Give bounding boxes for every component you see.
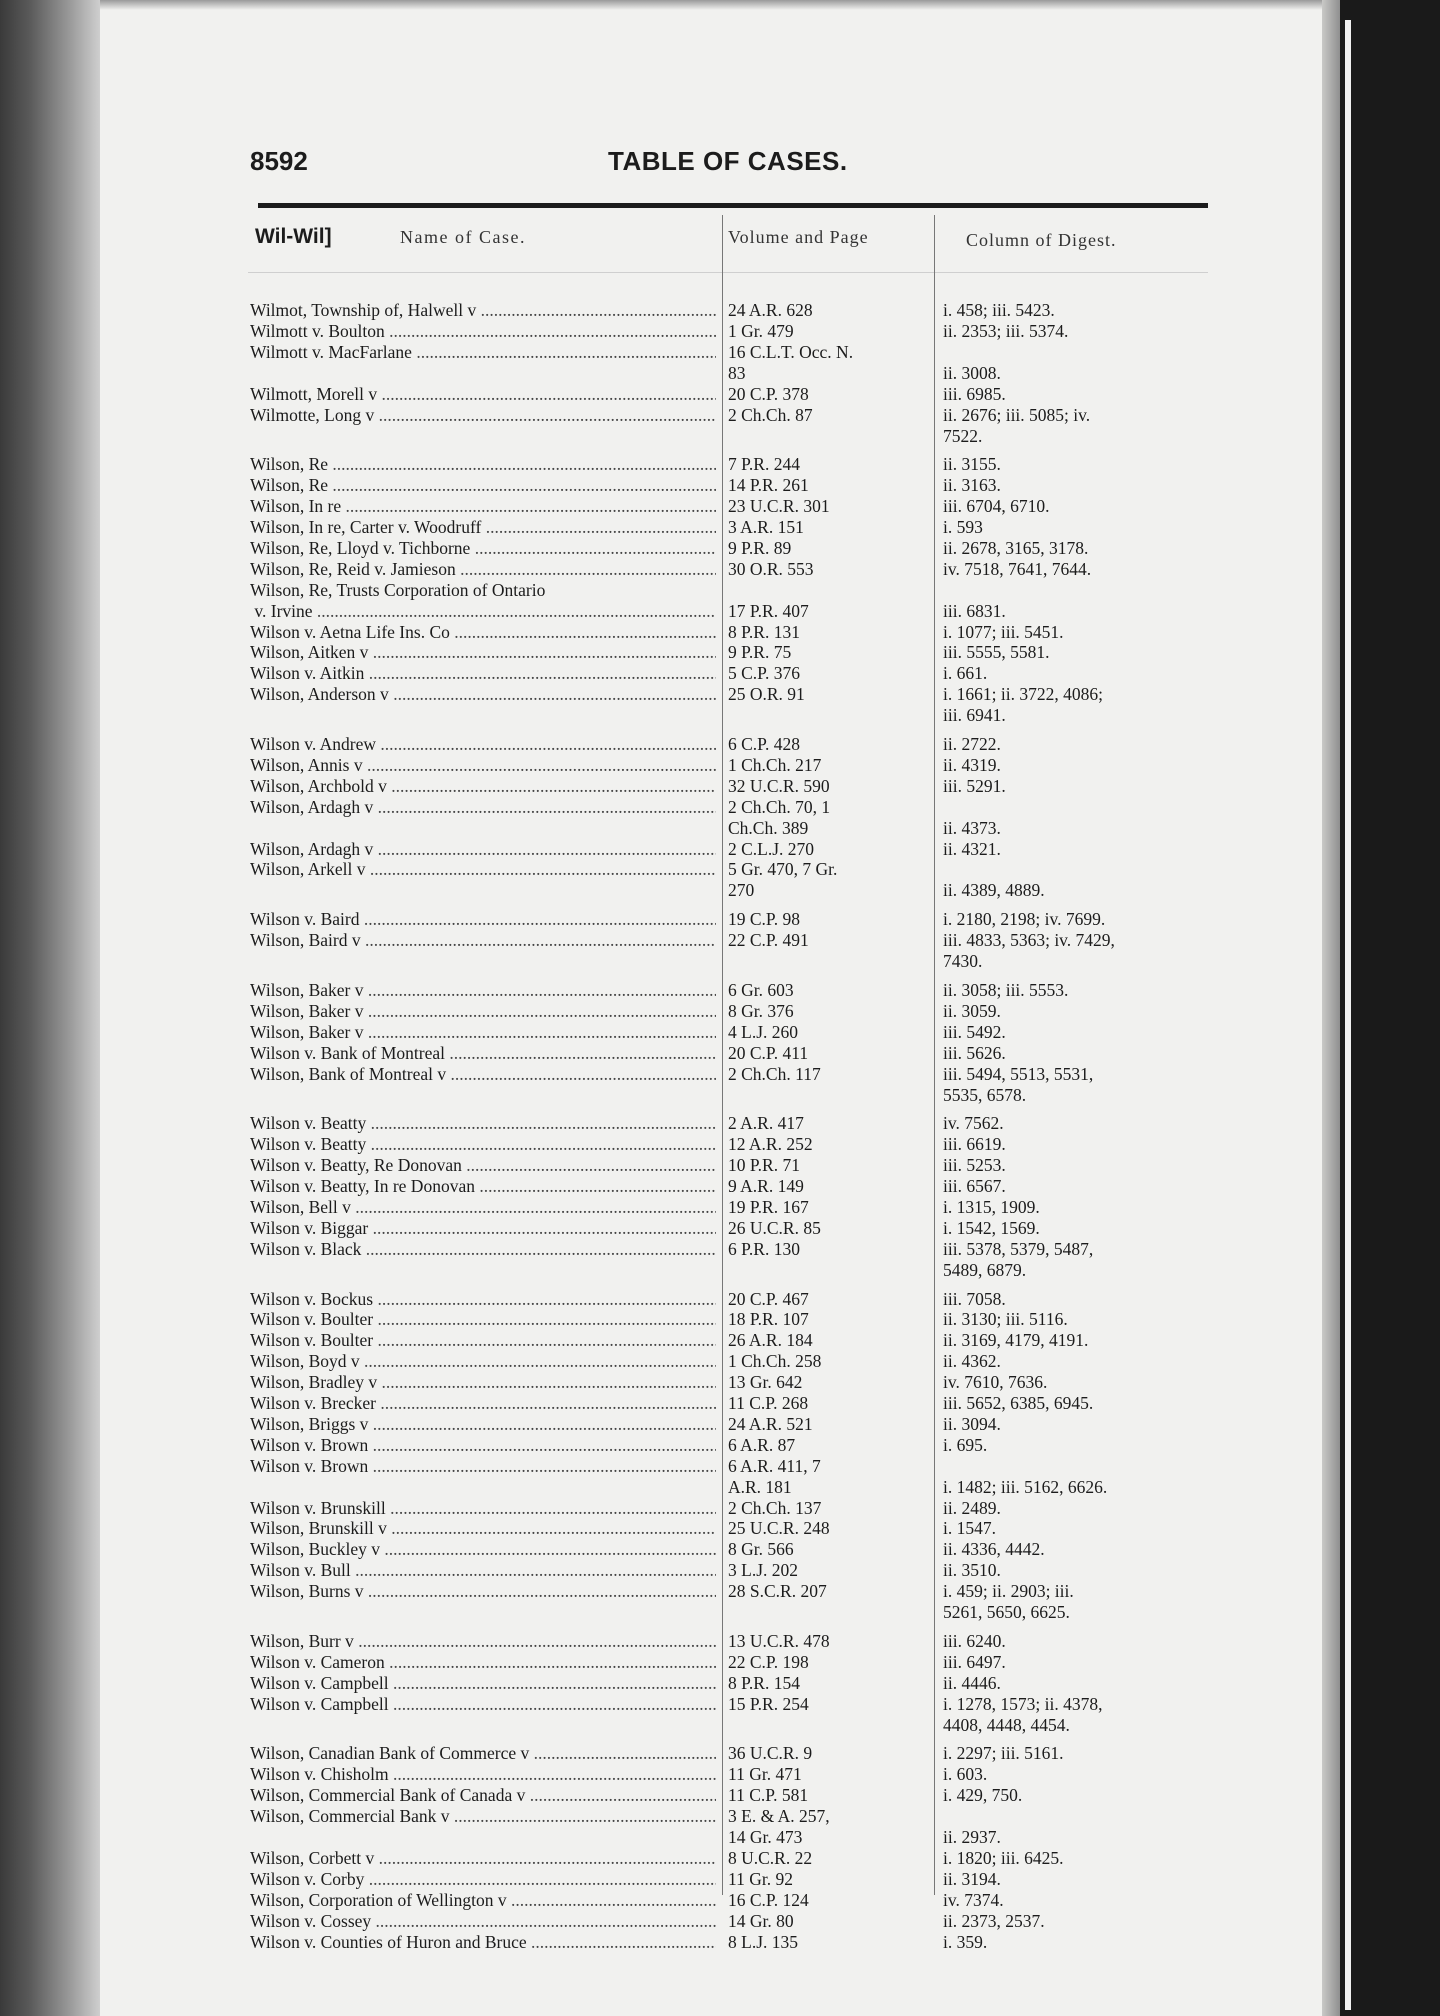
case-name: Wilson, Boyd v ..... <box>250 1351 716 1372</box>
digest-column: iii. 6704, 6710. <box>943 496 1050 517</box>
volume-page: 1 Ch.Ch. 258 <box>728 1351 822 1372</box>
column-header-rule <box>248 272 1208 273</box>
volume-page: 1 Ch.Ch. 217 <box>728 754 822 775</box>
case-name: Wilson, Bank of Montreal v ..... <box>250 1064 716 1085</box>
case-name: Wilson v. Chisholm ..... <box>250 1764 716 1785</box>
digest-column: ii. 4319. <box>943 754 1001 775</box>
case-name: Wilson, Anderson v ..... <box>250 684 716 705</box>
case-name: Wilmot, Township of, Halwell v ..... <box>250 300 716 321</box>
case-name: Wilson v. Beatty ..... <box>250 1113 716 1134</box>
volume-page: 14 P.R. 261 <box>728 475 809 496</box>
volume-page: 7 P.R. 244 <box>728 454 800 475</box>
volume-page: 8 Gr. 566 <box>728 1539 794 1560</box>
case-name: Wilson, Commercial Bank of Canada v ..... <box>250 1785 716 1806</box>
case-name: Wilson, Brunskill v ..... <box>250 1518 716 1539</box>
column-header-name: Name of Case. <box>400 227 526 247</box>
volume-page: 20 C.P. 411 <box>728 1042 809 1063</box>
case-name: Wilson, Re ..... <box>250 454 716 475</box>
digest-column: ii. 4321. <box>943 838 1001 859</box>
volume-page: 15 P.R. 254 <box>728 1693 809 1714</box>
case-name: Wilson, Bradley v ..... <box>250 1372 716 1393</box>
volume-page: 2 Ch.Ch. 87 <box>728 404 813 425</box>
digest-column: ii. 2489. <box>943 1497 1001 1518</box>
volume-page: 9 P.R. 89 <box>728 537 792 558</box>
case-name: Wilson, Briggs v ..... <box>250 1414 716 1435</box>
digest-column: ii. 3163. <box>943 475 1001 496</box>
digest-column: iii. 6240. <box>943 1630 1006 1651</box>
case-name: Wilson, Arkell v ..... <box>250 859 716 880</box>
digest-column: iii. 5494, 5513, 5531, 5535, 6578. <box>943 1063 1094 1105</box>
digest-column: iv. 7562. <box>943 1113 1004 1134</box>
case-name: Wilson, Re, Reid v. Jamieson ..... <box>250 559 716 580</box>
volume-page: 3 L.J. 202 <box>728 1560 798 1581</box>
volume-page: 19 P.R. 167 <box>728 1196 809 1217</box>
volume-page: 6 Gr. 603 <box>728 979 794 1000</box>
digest-column: i. 429, 750. <box>943 1785 1023 1806</box>
case-name: Wilson, In re ..... <box>250 496 716 517</box>
digest-column: i. 1077; iii. 5451. <box>943 621 1064 642</box>
digest-column: iv. 7374. <box>943 1889 1004 1910</box>
case-name: Wilson v. Brown ..... <box>250 1435 716 1456</box>
volume-page: 32 U.C.R. 590 <box>728 775 830 796</box>
digest-column: ii. 4389, 4889. <box>943 880 1045 901</box>
case-name: Wilson, Burr v ..... <box>250 1631 716 1652</box>
digest-column: iii. 5626. <box>943 1042 1006 1063</box>
digest-column: iv. 7610, 7636. <box>943 1372 1048 1393</box>
case-name: Wilson v. Cameron ..... <box>250 1652 716 1673</box>
page-top-shadow <box>100 0 1340 10</box>
page-edge-right <box>1322 0 1340 2016</box>
volume-page: 3 E. & A. 257, 14 Gr. 473 <box>728 1806 830 1848</box>
digest-column: i. 2297; iii. 5161. <box>943 1743 1064 1764</box>
running-title: TABLE OF CASES. <box>608 146 848 176</box>
volume-page: 26 U.C.R. 85 <box>728 1217 821 1238</box>
case-name: Wilson, Burns v ..... <box>250 1581 716 1602</box>
digest-column: ii. 3194. <box>943 1868 1001 1889</box>
digest-column: ii. 3058; iii. 5553. <box>943 979 1069 1000</box>
volume-page: 22 C.P. 491 <box>728 930 809 951</box>
volume-page: 17 P.R. 407 <box>728 600 809 621</box>
case-name: Wilson v. Bull ..... <box>250 1560 716 1581</box>
case-name: Wilmotte, Long v ..... <box>250 405 716 426</box>
page-edge-line <box>1345 20 1351 2010</box>
digest-column: i. 603. <box>943 1764 988 1785</box>
volume-page: 25 U.C.R. 248 <box>728 1518 830 1539</box>
case-name: Wilson v. Bank of Montreal ..... <box>250 1043 716 1064</box>
digest-column: i. 458; iii. 5423. <box>943 300 1055 320</box>
volume-page: 11 C.P. 268 <box>728 1393 809 1413</box>
column-header-digest: Column of Digest. <box>966 230 1117 250</box>
volume-page: 2 Ch.Ch. 70, 1 Ch.Ch. 389 <box>728 796 831 838</box>
volume-page: 6 C.P. 428 <box>728 734 800 754</box>
case-name: Wilson, Baker v ..... <box>250 980 716 1001</box>
digest-column: iii. 5652, 6385, 6945. <box>943 1393 1094 1413</box>
volume-page: 8 Gr. 376 <box>728 1000 794 1021</box>
digest-column: ii. 4362. <box>943 1351 1001 1372</box>
case-name: Wilson v. Andrew ..... <box>250 734 716 755</box>
case-name: Wilson, Corbett v ..... <box>250 1848 716 1869</box>
digest-column: ii. 2353; iii. 5374. <box>943 320 1069 341</box>
digest-column: ii. 2937. <box>943 1827 1001 1848</box>
volume-page: 5 C.P. 376 <box>728 663 800 684</box>
case-name: Wilson, Ardagh v ..... <box>250 839 716 860</box>
volume-page: 6 A.R. 87 <box>728 1434 796 1455</box>
digest-column: i. 459; ii. 2903; iii. 5261, 5650, 6625. <box>943 1581 1074 1623</box>
digest-column: ii. 3008. <box>943 362 1001 383</box>
volume-page: 2 Ch.Ch. 117 <box>728 1063 821 1084</box>
digest-column: ii. 3059. <box>943 1000 1001 1021</box>
scan-background-right <box>1340 0 1440 2016</box>
case-name: Wilmott v. MacFarlane ..... <box>250 342 716 363</box>
case-name: Wilson, Bell v ..... <box>250 1197 716 1218</box>
volume-page: 9 P.R. 75 <box>728 642 792 663</box>
digest-column: iii. 6831. <box>943 600 1006 621</box>
case-name: Wilson v. Aetna Life Ins. Co ..... <box>250 622 716 643</box>
digest-column: i. 1542, 1569. <box>943 1217 1040 1238</box>
header-rule <box>258 203 1208 208</box>
digest-column: ii. 3155. <box>943 454 1001 475</box>
volume-page: 6 P.R. 130 <box>728 1238 800 1259</box>
volume-page: 5 Gr. 470, 7 Gr. 270 <box>728 859 838 901</box>
case-name: Wilson, Ardagh v ..... <box>250 797 716 818</box>
volume-page: 3 A.R. 151 <box>728 517 804 537</box>
volume-page: 16 C.L.T. Occ. N. 83 <box>728 341 854 383</box>
case-name: Wilson v. Boulter ..... <box>250 1330 716 1351</box>
digest-column: ii. 3510. <box>943 1560 1001 1581</box>
case-name: Wilson v. Counties of Huron and Bruce ..... <box>250 1932 716 1953</box>
digest-column: iii. 5492. <box>943 1021 1006 1042</box>
volume-page: 8 U.C.R. 22 <box>728 1847 813 1868</box>
digest-column: ii. 2373, 2537. <box>943 1910 1045 1931</box>
volume-page: 8 P.R. 154 <box>728 1672 800 1693</box>
case-name: Wilson, Canadian Bank of Commerce v ..... <box>250 1743 716 1764</box>
digest-column: iv. 7518, 7641, 7644. <box>943 558 1092 579</box>
volume-page: 6 A.R. 411, 7 A.R. 181 <box>728 1455 821 1497</box>
volume-page: 16 C.P. 124 <box>728 1889 809 1910</box>
digest-column: ii. 3169, 4179, 4191. <box>943 1330 1089 1351</box>
digest-column: ii. 3130; iii. 5116. <box>943 1309 1068 1330</box>
case-name: Wilson v. Biggar ..... <box>250 1218 716 1239</box>
case-name: Wilson v. Beatty ..... <box>250 1134 716 1155</box>
case-name: Wilson v. Beatty, Re Donovan ..... <box>250 1155 716 1176</box>
case-name: Wilson, Baird v ..... <box>250 930 716 951</box>
digest-column: i. 1820; iii. 6425. <box>943 1847 1064 1868</box>
column-header-volume: Volume and Page <box>728 227 869 247</box>
digest-column: iii. 6985. <box>943 383 1006 404</box>
volume-page: 2 C.L.J. 270 <box>728 838 815 859</box>
volume-page: 2 A.R. 417 <box>728 1113 804 1134</box>
digest-column: iii. 5253. <box>943 1155 1006 1176</box>
case-name: Wilson v. Aitkin ..... <box>250 663 716 684</box>
case-name: Wilson v. Brecker ..... <box>250 1393 716 1414</box>
volume-page: 14 Gr. 80 <box>728 1910 794 1931</box>
case-name: Wilson v. Baird ..... <box>250 909 716 930</box>
digest-column: ii. 2678, 3165, 3178. <box>943 537 1089 558</box>
volume-page: 11 Gr. 92 <box>728 1868 793 1889</box>
digest-column: ii. 3094. <box>943 1413 1001 1434</box>
case-name: Wilson v. Black ..... <box>250 1239 716 1260</box>
case-name: Wilson, Buckley v ..... <box>250 1539 716 1560</box>
digest-column: iii. 6619. <box>943 1134 1006 1155</box>
page-number: 8592 <box>250 146 308 176</box>
case-name: Wilson v. Campbell ..... <box>250 1694 716 1715</box>
volume-page: 28 S.C.R. 207 <box>728 1581 827 1602</box>
volume-page: 18 P.R. 107 <box>728 1309 809 1330</box>
digest-column: i. 593 <box>943 517 983 537</box>
volume-page: 8 L.J. 135 <box>728 1931 798 1952</box>
volume-page: 11 C.P. 581 <box>728 1785 809 1806</box>
volume-page: 13 U.C.R. 478 <box>728 1630 830 1651</box>
column-divider-1 <box>722 215 723 1895</box>
volume-page: 10 P.R. 71 <box>728 1155 800 1176</box>
digest-column: i. 1278, 1573; ii. 4378, 4408, 4448, 4454. <box>943 1693 1103 1735</box>
entry-range: Wil-Wil] <box>255 225 332 248</box>
digest-column: i. 1482; iii. 5162, 6626. <box>943 1476 1108 1497</box>
volume-page: 1 Gr. 479 <box>728 320 794 341</box>
case-name: Wilson, Re, Lloyd v. Tichborne ..... <box>250 538 716 559</box>
case-name: Wilson v. Boulter ..... <box>250 1309 716 1330</box>
digest-column: ii. 2676; iii. 5085; iv. 7522. <box>943 404 1091 446</box>
case-name: Wilson, Annis v ..... <box>250 755 716 776</box>
digest-column: iii. 6497. <box>943 1651 1006 1672</box>
digest-column: iii. 4833, 5363; iv. 7429, 7430. <box>943 930 1115 972</box>
volume-page: 8 P.R. 131 <box>728 621 800 642</box>
case-name: Wilson, Aitken v ..... <box>250 642 716 663</box>
volume-page: 4 L.J. 260 <box>728 1021 798 1042</box>
digest-column: i. 1661; ii. 3722, 4086; iii. 6941. <box>943 684 1103 726</box>
volume-page: 20 C.P. 467 <box>728 1288 809 1309</box>
case-name: Wilson v. Campbell ..... <box>250 1673 716 1694</box>
digest-column: iii. 5555, 5581. <box>943 642 1050 663</box>
digest-column: iii. 5291. <box>943 775 1006 796</box>
volume-page: 23 U.C.R. 301 <box>728 496 830 517</box>
volume-page: 22 C.P. 198 <box>728 1651 809 1672</box>
volume-page: 30 O.R. 553 <box>728 558 814 579</box>
digest-column: i. 2180, 2198; iv. 7699. <box>943 909 1106 930</box>
volume-page: 24 A.R. 628 <box>728 300 813 320</box>
digest-column: i. 359. <box>943 1931 988 1952</box>
volume-page: 2 Ch.Ch. 137 <box>728 1497 822 1518</box>
case-name: Wilson, Baker v ..... <box>250 1022 716 1043</box>
digest-column: ii. 4373. <box>943 817 1001 838</box>
volume-page: 26 A.R. 184 <box>728 1330 813 1351</box>
volume-page: 19 C.P. 98 <box>728 909 800 930</box>
digest-column: i. 1547. <box>943 1518 996 1539</box>
volume-page: 20 C.P. 378 <box>728 383 809 404</box>
digest-column: iii. 5378, 5379, 5487, 5489, 6879. <box>943 1238 1094 1280</box>
case-name: Wilson v. Beatty, In re Donovan ..... <box>250 1176 716 1197</box>
case-name: Wilson, Re, Trusts Corporation of Ontario v. Irvine ..... <box>250 580 716 622</box>
digest-column: ii. 4446. <box>943 1672 1001 1693</box>
case-name: Wilmott, Morell v ..... <box>250 384 716 405</box>
volume-page: 24 A.R. 521 <box>728 1413 813 1434</box>
volume-page: 13 Gr. 642 <box>728 1372 803 1393</box>
digest-column: iii. 7058. <box>943 1288 1006 1309</box>
case-name: Wilson, In re, Carter v. Woodruff ..... <box>250 517 716 538</box>
case-name: Wilson v. Cossey ..... <box>250 1911 716 1932</box>
volume-page: 25 O.R. 91 <box>728 684 805 705</box>
digest-column: ii. 2722. <box>943 734 1001 754</box>
case-name: Wilmott v. Boulton ..... <box>250 321 716 342</box>
column-divider-2 <box>934 215 935 1895</box>
case-name: Wilson, Re ..... <box>250 475 716 496</box>
book-gutter-left <box>0 0 100 2016</box>
volume-page: 9 A.R. 149 <box>728 1176 804 1196</box>
digest-column: i. 1315, 1909. <box>943 1196 1040 1217</box>
case-name: Wilson v. Brunskill ..... <box>250 1498 716 1519</box>
volume-page: 11 Gr. 471 <box>728 1764 802 1785</box>
case-name: Wilson, Corporation of Wellington v ..... <box>250 1890 716 1911</box>
volume-page: 12 A.R. 252 <box>728 1134 813 1155</box>
digest-column: i. 695. <box>943 1434 988 1455</box>
case-name: Wilson v. Corby ..... <box>250 1869 716 1890</box>
digest-column: i. 661. <box>943 663 988 684</box>
case-name: Wilson, Baker v ..... <box>250 1001 716 1022</box>
digest-column: ii. 4336, 4442. <box>943 1539 1045 1560</box>
volume-page: 36 U.C.R. 9 <box>728 1743 813 1764</box>
case-name: Wilson, Archbold v ..... <box>250 776 716 797</box>
case-name: Wilson v. Bockus ..... <box>250 1289 716 1310</box>
case-name: Wilson v. Brown ..... <box>250 1456 716 1477</box>
case-name: Wilson, Commercial Bank v ..... <box>250 1806 716 1827</box>
digest-column: iii. 6567. <box>943 1176 1006 1196</box>
